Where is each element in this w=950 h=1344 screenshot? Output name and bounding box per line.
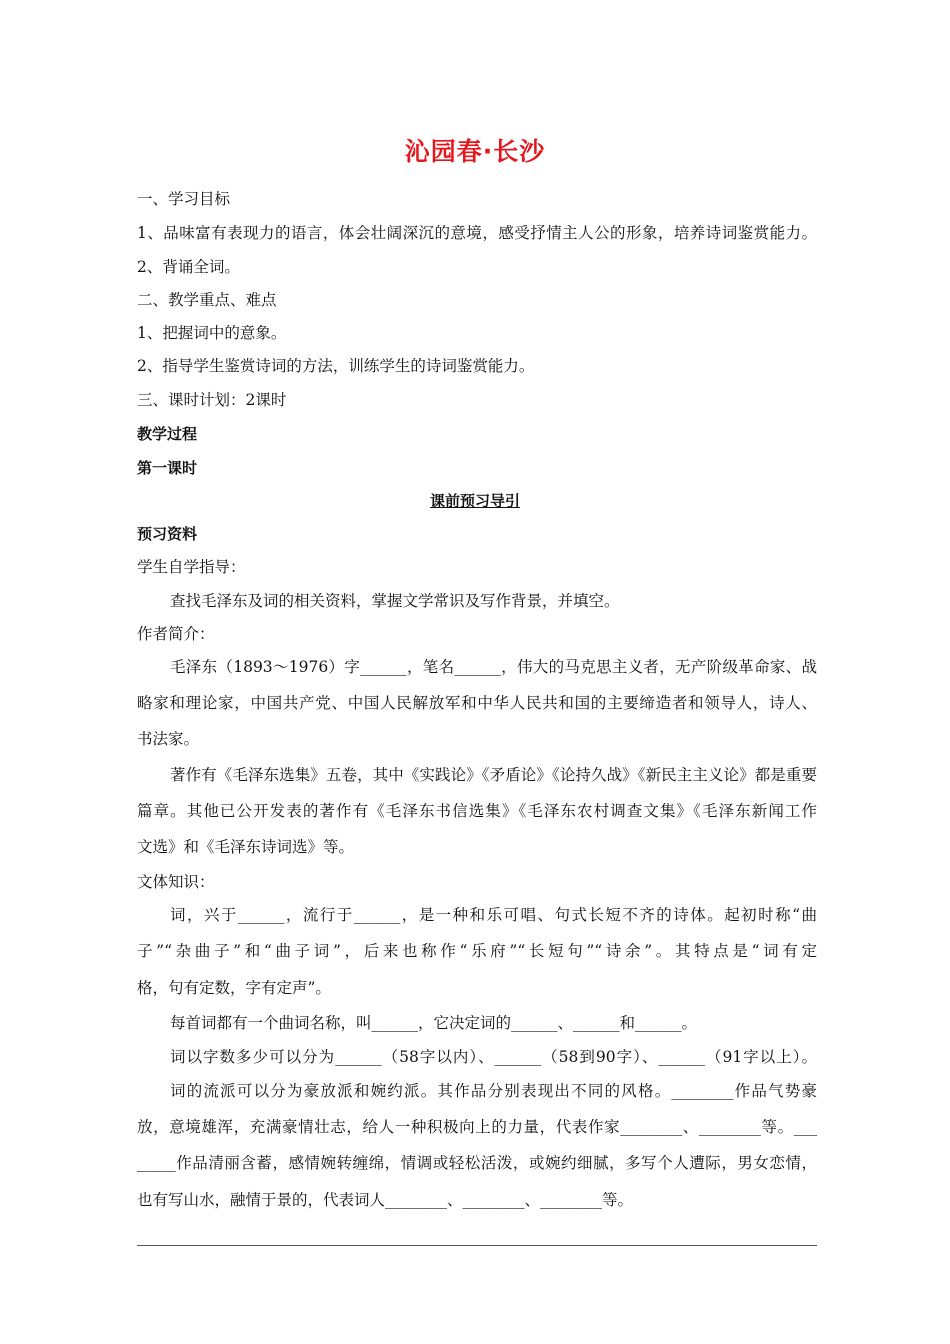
- teaching-process-heading: 教学过程: [137, 425, 198, 443]
- genre-line-1: 词，兴于______，流行于______，是一种和乐可唱、句式长短不齐的诗体。起初时称“曲: [170, 906, 817, 924]
- footer-divider: [137, 1245, 817, 1246]
- objective-2: 2、背诵全词。: [137, 258, 240, 276]
- works-line-1: 著作有《毛泽东选集》五卷，其中《实践论》《矛盾论》《论持久战》《新民主主义论》都是重要: [170, 766, 817, 784]
- section-heading-schedule: 三、课时计划：2课时: [137, 391, 287, 409]
- section-heading-key-points: 二、教学重点、难点: [137, 291, 277, 309]
- genre-line-2: 子”“杂曲子”和“曲子词”，后来也称作“乐府”“长短句”“诗余”。其特点是“词有定: [137, 942, 817, 960]
- first-lesson-heading: 第一课时: [137, 459, 198, 477]
- key-point-1: 1、把握词中的意象。: [137, 324, 287, 342]
- preview-materials-heading: 预习资料: [137, 525, 198, 543]
- document-title: 沁园春·长沙: [404, 137, 546, 166]
- preview-guide-heading: 课前预习导引: [429, 492, 520, 510]
- genre-line-3: 格，句有定数，字有定声”。: [137, 979, 331, 997]
- length-classification-line: 词以字数多少可以分为______（58字以内）、______（58到90字）、______（91字以上）。: [170, 1048, 817, 1066]
- schools-line-4: 也有写山水，融情于景的，代表词人________、________、________等。: [137, 1191, 634, 1209]
- works-line-2: 篇章。其他已公开发表的著作有《毛泽东书信选集》《毛泽东农村调查文集》《毛泽东新闻工作: [137, 802, 817, 820]
- schools-line-1: 词的流派可以分为豪放派和婉约派。其作品分别表现出不同的风格。________作品气势豪: [170, 1082, 817, 1100]
- self-study-instruction: 查找毛泽东及词的相关资料，掌握文学常识及写作背景，并填空。: [170, 592, 620, 610]
- author-intro-line-2: 略家和理论家，中国共产党、中国人民解放军和中华人民共和国的主要缔造者和领导人，诗人、: [137, 694, 817, 712]
- objective-1: 1、品味富有表现力的语言，体会壮阔深沉的意境，感受抒情主人公的形象，培养诗词鉴赏能力。: [137, 224, 817, 242]
- schools-line-3: _____作品清丽含蓄，感情婉转缠绵，情调或轻松活泼，或婉约细腻，多写个人遭际，男女恋情，: [137, 1154, 817, 1172]
- schools-line-2: 放，意境雄浑，充满豪情壮志，给人一种积极向上的力量，代表作家________、________等。___: [137, 1118, 817, 1136]
- genre-knowledge-label: 文体知识：: [137, 873, 215, 891]
- section-heading-objectives: 一、学习目标: [137, 190, 231, 208]
- key-point-2: 2、指导学生鉴赏诗词的方法，训练学生的诗词鉴赏能力。: [137, 357, 535, 375]
- tune-name-line: 每首词都有一个曲词名称，叫______，它决定词的______、______和______。: [170, 1014, 698, 1032]
- author-intro-label: 作者简介：: [137, 625, 215, 643]
- author-intro-line-1: 毛泽东（1893～1976）字______，笔名______，伟大的马克思主义者，无产阶级革命家、战: [170, 658, 817, 676]
- author-intro-line-3: 书法家。: [137, 730, 200, 748]
- works-line-3: 文选》和《毛泽东诗词选》等。: [137, 838, 355, 856]
- self-study-label: 学生自学指导：: [137, 558, 246, 576]
